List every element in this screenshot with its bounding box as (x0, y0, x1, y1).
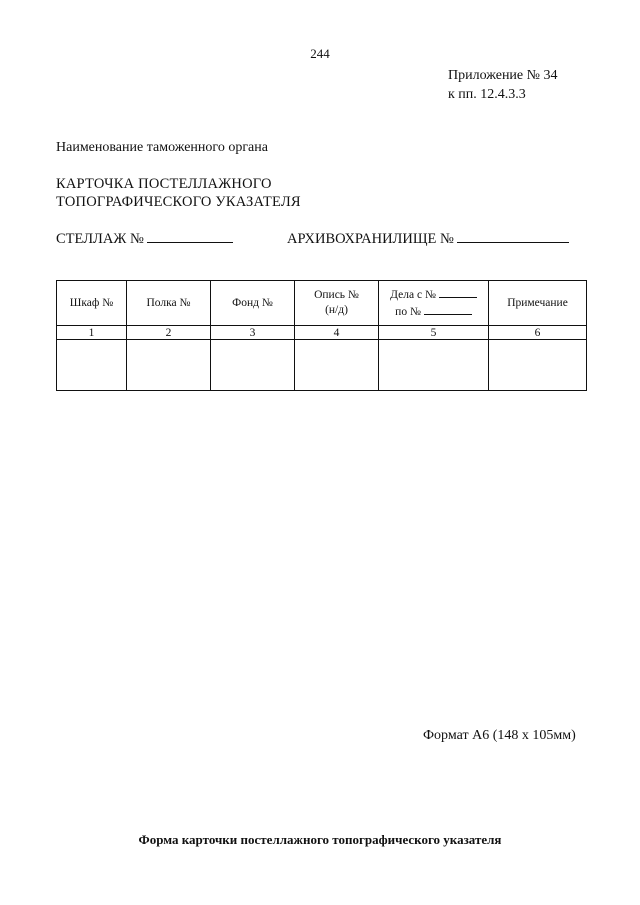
note-cell[interactable] (489, 340, 587, 391)
archive-number-field (287, 229, 569, 248)
column-number: 5 (379, 326, 489, 340)
appendix-clause: к пп. 12.4.3.3 (448, 87, 526, 102)
appendix-reference (448, 66, 558, 104)
column-number: 1 (57, 326, 127, 340)
format-note: Формат А6 (148 х 105мм) (423, 728, 576, 743)
files-range-cell[interactable] (379, 340, 489, 391)
inventory-cell[interactable] (295, 340, 379, 391)
customs-authority-name-label: Наименование таможенного органа (56, 140, 268, 155)
shelf-cell[interactable] (127, 340, 211, 391)
card-title (56, 175, 301, 211)
table-data-row (57, 340, 587, 391)
rack-number-field (56, 229, 233, 248)
header-files-range: Дела с № по № (379, 281, 489, 326)
column-number: 4 (295, 326, 379, 340)
files-from-blank (439, 286, 477, 298)
header-note: Примечание (489, 281, 587, 326)
archive-number-label: АРХИВОХРАНИЛИЩЕ № (287, 231, 454, 247)
form-caption: Форма карточки постеллажного топографического указателя (138, 832, 502, 847)
rack-number-blank[interactable] (147, 229, 233, 243)
header-shelf: Полка № (127, 281, 211, 326)
fund-cell[interactable] (211, 340, 295, 391)
column-number-row (57, 326, 587, 340)
card-title-line-2: ТОПОГРАФИЧЕСКОГО УКАЗАТЕЛЯ (56, 194, 301, 210)
rack-number-label: СТЕЛЛАЖ № (56, 231, 144, 247)
page-number: 244 (310, 46, 330, 61)
files-to-blank (424, 303, 472, 315)
column-number: 3 (211, 326, 295, 340)
column-number: 2 (127, 326, 211, 340)
card-table (56, 280, 587, 391)
card-title-line-1: КАРТОЧКА ПОСТЕЛЛАЖНОГО (56, 176, 272, 192)
archive-number-blank[interactable] (457, 229, 569, 243)
column-number: 6 (489, 326, 587, 340)
table-header-row (57, 281, 587, 326)
cabinet-cell[interactable] (57, 340, 127, 391)
appendix-number: Приложение № 34 (448, 68, 558, 83)
header-inventory: Опись № (н/д) (295, 281, 379, 326)
header-fund: Фонд № (211, 281, 295, 326)
header-cabinet: Шкаф № (57, 281, 127, 326)
